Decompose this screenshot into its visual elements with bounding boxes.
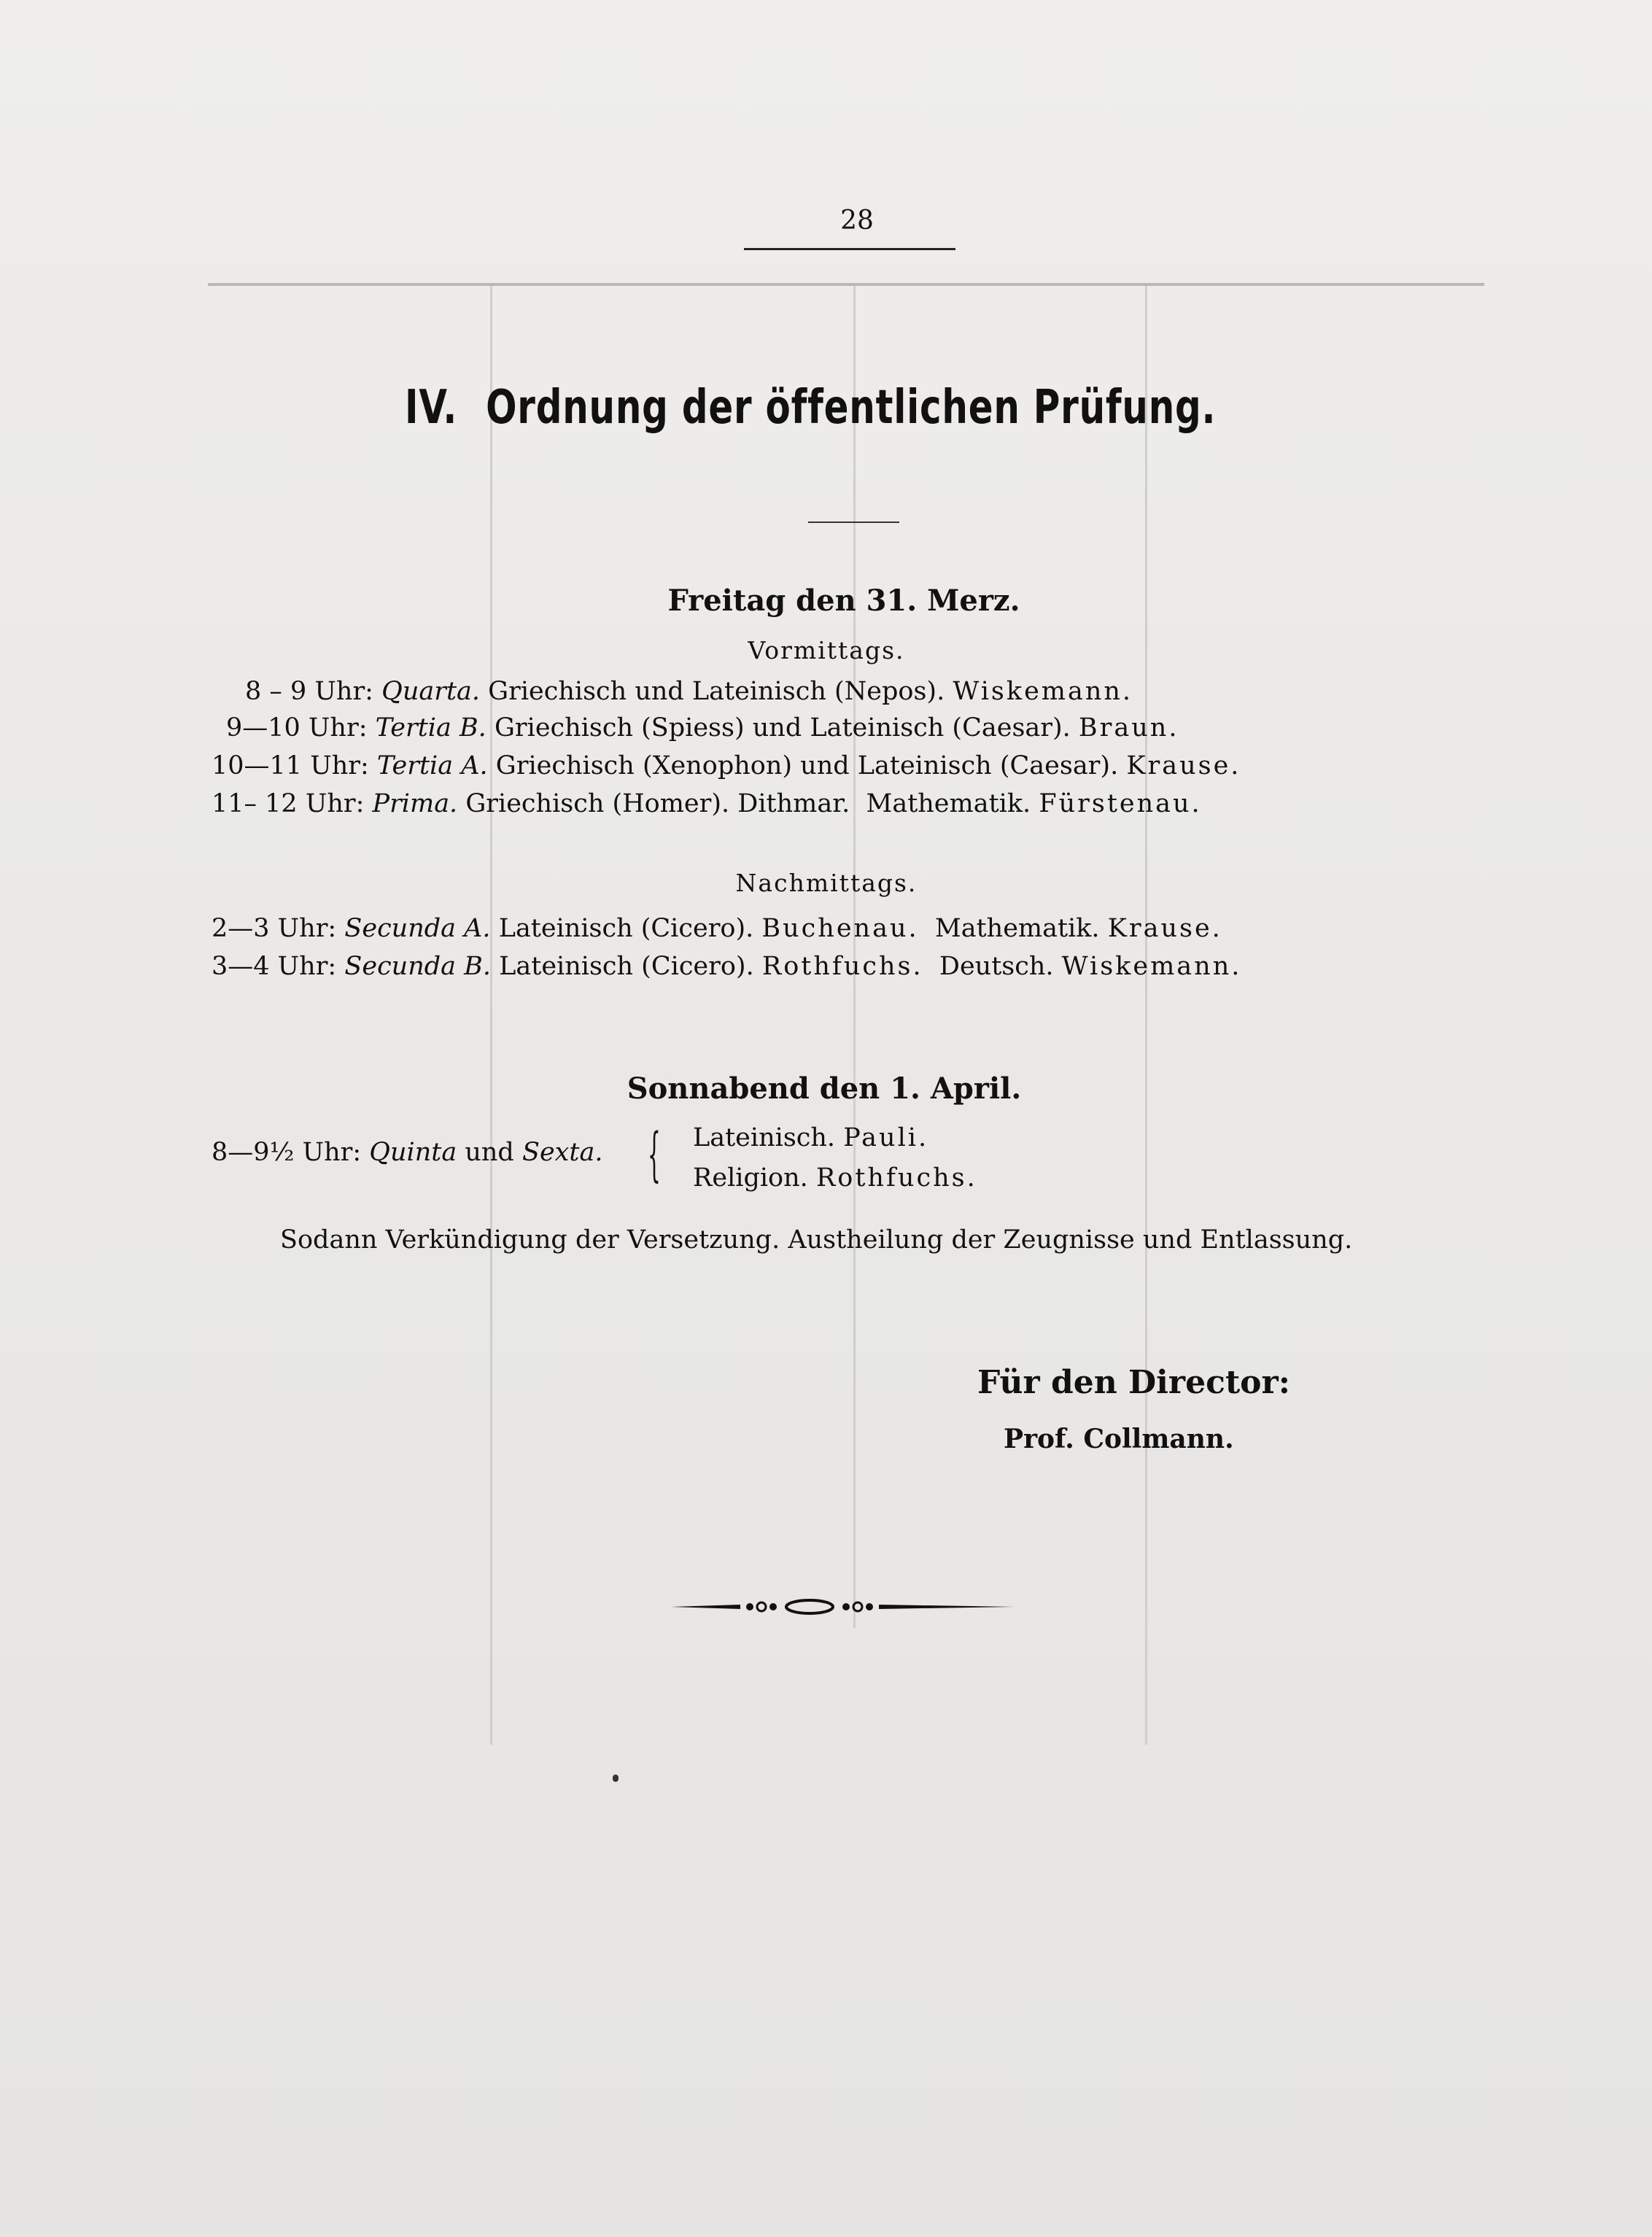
row-teacher: Rothfuchs.	[761, 952, 923, 981]
page-number-rule	[744, 248, 955, 250]
day-heading-friday: Freitag den 31. Merz.	[667, 584, 1020, 618]
section-number: IV.	[405, 381, 458, 435]
row-teacher-2: Wiskemann.	[1061, 952, 1242, 981]
row-class: Secunda B.	[344, 952, 491, 981]
section-title: Ordnung der öffentlichen Prüfung.	[486, 381, 1217, 435]
row-time: 10—11 Uhr:	[212, 751, 369, 780]
bleed-through-column-line	[1145, 286, 1147, 1745]
schedule-row	[212, 914, 1222, 943]
row-class-2: Sexta.	[521, 1138, 603, 1167]
brace-glyph: {	[648, 1120, 661, 1188]
row-teacher: Krause.	[1126, 751, 1241, 780]
signature-line-1: Für den Director:	[977, 1364, 1290, 1401]
row-conjunction: und	[465, 1138, 514, 1167]
schedule-row	[245, 677, 1133, 706]
row-subject: Griechisch (Spiess) und Lateinisch (Caesar).	[494, 713, 1071, 743]
schedule-row	[212, 1138, 602, 1167]
row-class: Tertia B.	[375, 713, 486, 743]
section-heading	[405, 381, 1217, 435]
row-teacher-2: Krause.	[1107, 914, 1222, 943]
row-time: 2—3 Uhr:	[212, 914, 337, 943]
row-subject: Griechisch und Lateinisch (Nepos).	[488, 677, 945, 706]
row-teacher: Buchenau.	[761, 914, 919, 943]
schedule-row	[212, 751, 1241, 780]
closing-note: Sodann Verkündigung der Versetzung. Austheilung der Zeugnisse und Entlassung.	[280, 1225, 1353, 1255]
page-number: 28	[840, 206, 874, 236]
bleed-through-rule	[208, 283, 1484, 286]
row-time: 8 – 9 Uhr:	[245, 677, 373, 706]
ornament-divider	[671, 1596, 1014, 1618]
row-subject-2: Mathematik.	[934, 914, 1100, 943]
row-teacher: Rothfuchs.	[815, 1163, 977, 1193]
row-subject: Lateinisch (Cicero).	[498, 914, 754, 943]
row-teacher: Pauli.	[843, 1123, 929, 1152]
divider-rule	[808, 522, 899, 523]
row-subject: Griechisch (Xenophon) und Lateinisch (Caesar).	[495, 751, 1119, 780]
row-class: Prima.	[372, 789, 458, 818]
row-subject: Religion.	[693, 1163, 808, 1193]
row-teacher: Dithmar.	[737, 789, 850, 818]
session-afternoon: Nachmittags.	[735, 869, 918, 897]
row-subject: Lateinisch (Cicero).	[499, 952, 754, 981]
row-subject-2: Deutsch.	[939, 952, 1054, 981]
schedule-row	[212, 789, 1202, 818]
row-class: Quarta.	[381, 677, 481, 706]
row-teacher: Wiskemann.	[953, 677, 1133, 706]
bleed-through-column-line	[490, 286, 492, 1745]
row-subject: Griechisch (Homer).	[465, 789, 730, 818]
row-time: 3—4 Uhr:	[212, 952, 337, 981]
row-time: 9—10 Uhr:	[226, 713, 368, 743]
row-teacher-2: Fürstenau.	[1039, 789, 1202, 818]
row-teacher: Braun.	[1078, 713, 1179, 743]
row-subject: Lateinisch.	[693, 1123, 836, 1152]
schedule-subrow	[693, 1163, 977, 1193]
row-time: 11– 12 Uhr:	[212, 789, 365, 818]
schedule-subrow	[693, 1123, 928, 1152]
session-morning: Vormittags.	[748, 636, 905, 664]
schedule-row	[226, 713, 1179, 743]
row-subject-2: Mathematik.	[866, 789, 1031, 818]
row-class: Tertia A.	[376, 751, 488, 780]
row-class: Secunda A.	[344, 914, 491, 943]
schedule-row	[212, 952, 1241, 981]
signature-line-2: Prof. Collmann.	[1004, 1424, 1234, 1454]
row-time: 8—9½ Uhr:	[212, 1138, 362, 1167]
row-class: Quinta	[369, 1138, 457, 1167]
day-heading-saturday: Sonnabend den 1. April.	[627, 1071, 1022, 1106]
ink-speck	[613, 1775, 618, 1782]
